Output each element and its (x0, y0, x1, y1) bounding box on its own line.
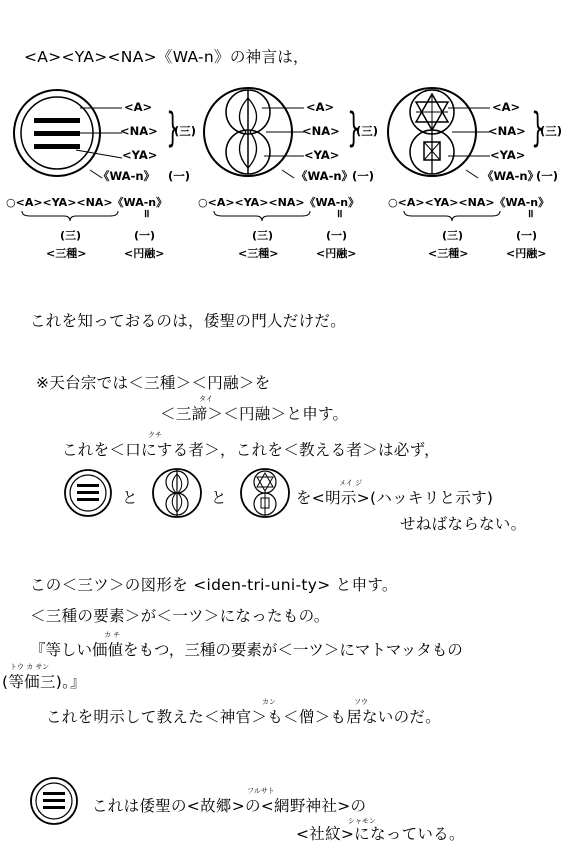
meiji-ruby: メイ ジ (339, 479, 363, 487)
tendai-line-1: ※天台宗では＜三種＞＜円融＞を (36, 374, 271, 392)
underbrace-3 (402, 210, 502, 222)
label-wan-2: 《WA-n》 (296, 169, 354, 183)
footer-line-1: これは倭聖の<故郷>の<網野神社>の (92, 797, 367, 815)
vajra-emblem-large (202, 86, 294, 178)
body-p2: ＜三種の要素＞が＜一ツ＞になったもの。 (30, 607, 330, 625)
label-san-2: (三) (356, 124, 379, 138)
meiji-line: を<明示>(ハッキリと示す) (296, 489, 494, 507)
to-2: と (211, 489, 227, 507)
formula-sanshu-3: <三種> (428, 247, 469, 260)
label-wan-3: 《WA-n》 (482, 169, 540, 183)
label-a-3: <A> (492, 100, 521, 114)
formula-enyu-3: <円融> (506, 247, 547, 260)
three-bars-icon-footer (30, 777, 78, 825)
tendai-line-2: ＜三諦＞＜円融＞と申す。 (160, 405, 349, 423)
body-p1: この＜三ツ＞の図形を <iden-tri-uni-ty> と申す。 (30, 576, 398, 594)
three-bars-icon-small (64, 469, 112, 517)
body-ruby-sou: ソウ (354, 698, 368, 706)
label-na-2: <NA> (302, 124, 340, 138)
footer-line-2: <社紋>になっている。 (296, 825, 465, 843)
footer-ruby-shamon: シャモン (348, 817, 376, 825)
formula-ichi-1: (一) (134, 229, 156, 242)
three-bars-emblem-large (12, 88, 102, 178)
body-ruby-kan: カン (262, 698, 276, 706)
know-line: これを知っておるのは，倭聖の門人だけだ。 (30, 312, 347, 330)
tendai-ruby-kuchi: クチ (148, 431, 162, 439)
formula-line-3: ○<A><YA><NA>《WA-n》 (388, 196, 550, 209)
formula-sanshu-2: <三種> (238, 247, 279, 260)
hexagram-emblem-large (386, 86, 478, 178)
body-p3: 『等しい価値をもつ，三種の要素が＜一ツ＞にマトマッタもの (30, 641, 463, 659)
formula-ichi-3: (一) (516, 229, 538, 242)
to-1: と (122, 489, 138, 507)
brace-3: } (531, 105, 545, 151)
label-ya-1: <YA> (122, 148, 158, 162)
tendai-ruby-tai: タイ (199, 395, 213, 403)
label-ya-2: <YA> (304, 148, 340, 162)
footer-ruby-furusato: フルサト (247, 787, 275, 795)
equals-2: ॥ (336, 207, 343, 220)
equals-3: ॥ (527, 207, 534, 220)
tendai-line-3: これを＜口にする者＞，これを＜教える者＞は必ず， (62, 441, 440, 459)
body-p4: (等価三)。』 (2, 673, 86, 691)
label-na-1: <NA> (120, 124, 158, 138)
body-p5: これを明示して教えた＜神官＞も＜僧＞も居ないのだ。 (46, 708, 442, 726)
brace-1: } (166, 105, 180, 151)
hexagram-icon-small (240, 468, 290, 518)
label-wan-1: 《WA-n》 (98, 169, 156, 183)
brace-2: } (347, 105, 361, 151)
body-ruby-toukasan: トウ カ サン (10, 663, 50, 671)
formula-sanshu-1: <三種> (46, 247, 87, 260)
intro-line: <A><YA><NA>《WA-n》の神言は， (24, 48, 309, 66)
label-san-3: (三) (540, 124, 563, 138)
label-ya-3: <YA> (490, 148, 526, 162)
formula-enyu-2: <円融> (316, 247, 357, 260)
formula-ichi-2: (一) (326, 229, 348, 242)
formula-san-1: (三) (60, 229, 82, 242)
label-ichi-2: (一) (352, 169, 375, 183)
formula-san-3: (三) (442, 229, 464, 242)
label-san-1: (三) (174, 124, 197, 138)
underbrace-1 (20, 210, 120, 222)
underbrace-2 (212, 210, 312, 222)
formula-san-2: (三) (252, 229, 274, 242)
label-a-1: <A> (124, 100, 153, 114)
label-a-2: <A> (306, 100, 335, 114)
label-na-3: <NA> (488, 124, 526, 138)
formula-line-1: ○<A><YA><NA>《WA-n》 (6, 196, 168, 209)
label-ichi-1: (一) (168, 169, 191, 183)
vajra-icon-small (152, 468, 202, 518)
equals-1: ॥ (143, 207, 150, 220)
formula-line-2: ○<A><YA><NA>《WA-n》 (198, 196, 360, 209)
formula-enyu-1: <円融> (124, 247, 165, 260)
must-line: せねばならない。 (400, 515, 527, 533)
label-ichi-3: (一) (536, 169, 559, 183)
body-ruby-kachi: カ チ (104, 631, 121, 639)
